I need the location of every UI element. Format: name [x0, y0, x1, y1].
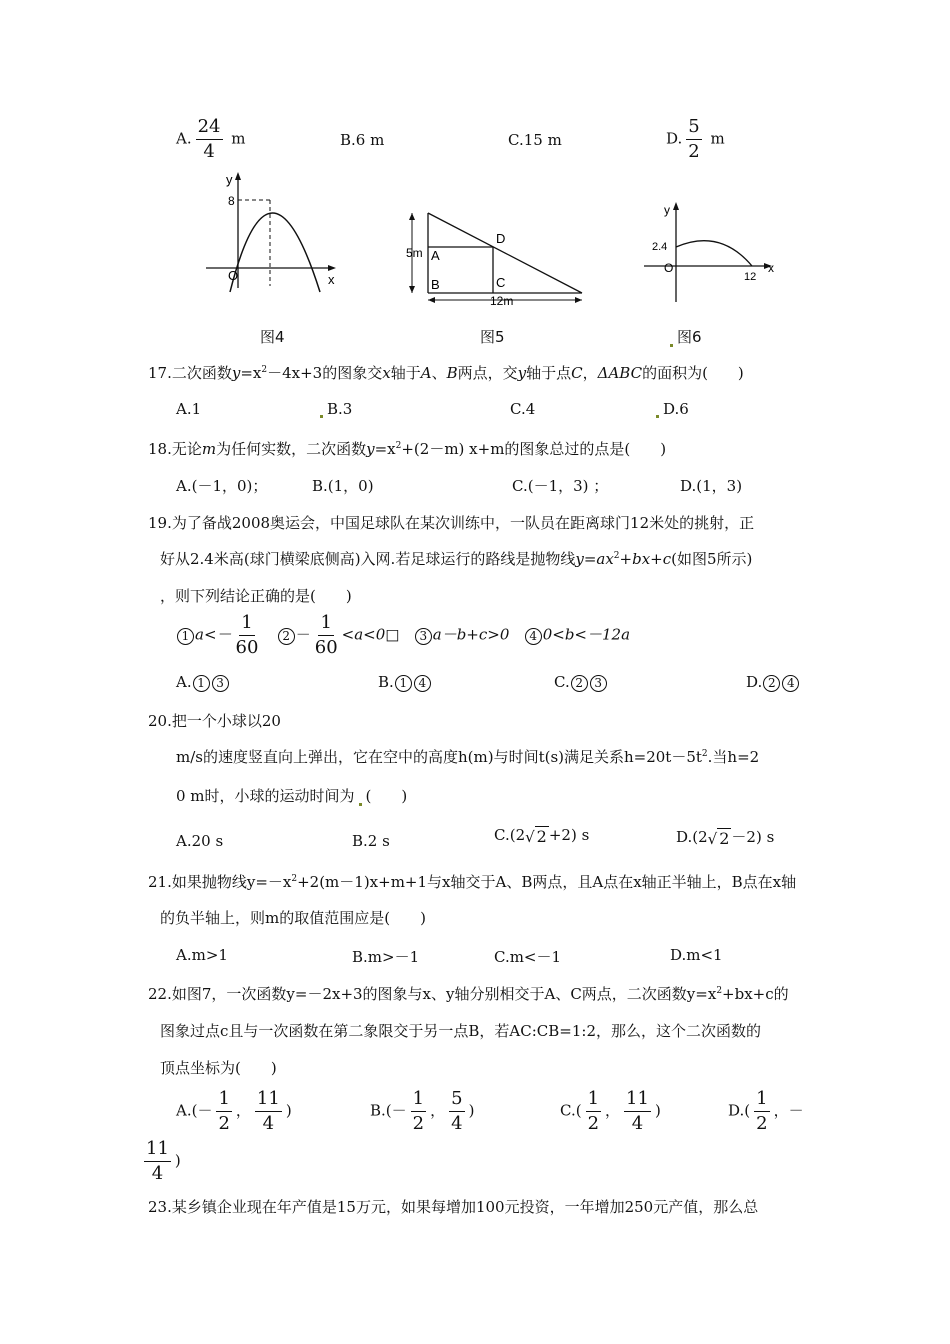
circled-numeral: 1: [177, 628, 194, 645]
circled-numeral: 3: [415, 628, 432, 645]
q18-option-b: B.(1，0): [312, 477, 374, 495]
fig6-x-label: x: [768, 261, 774, 275]
figure-5-diagram: [400, 205, 590, 310]
fig4-origin: O: [228, 268, 239, 283]
figure-6-caption: 图6: [666, 326, 702, 347]
q19-option-a: A. 1 3: [176, 673, 230, 692]
fig6-height-label: 2.4: [652, 241, 668, 253]
q16-option-a: A. $\frac{24}{4}$ m: [176, 116, 246, 162]
figure-5-caption: 图5: [480, 328, 505, 346]
fig5-point-b: B: [431, 277, 440, 292]
fig5-point-a: A: [431, 248, 440, 263]
q20-line-2: m/s的速度竖直向上弹出，它在空中的高度h(m)与时间t(s)满足关系$h=20t-5t^2$.当h=2: [176, 748, 760, 766]
fig4-x-label: x: [328, 272, 335, 287]
q18-option-c: C.(－1，3) ；: [512, 477, 609, 495]
q22-line-2: 图象过点c且与一次函数在第二象限交于另一点B，若AC:CB=1:2，那么，这个二次函数的: [160, 1022, 761, 1040]
q22-option-b: B.(－ $\frac{1}{2}$ ， $\frac{5}{4}$ ): [370, 1088, 475, 1134]
circled-numeral: 4: [525, 628, 542, 645]
fig6-y-label: y: [664, 203, 670, 217]
q19-line-1: 19.为了备战2008奥运会，中国足球队在某次训练中，一队员在距离球门12米处的挑射，正: [148, 514, 755, 532]
fig6-distance-label: 12: [744, 271, 757, 283]
q20-option-a: A.20 s: [176, 832, 224, 850]
fig4-peak-label: 8: [228, 194, 235, 208]
q22-option-d: D.( $\frac{1}{2}$ ，－: [728, 1088, 804, 1134]
q17-option-a: A.1: [176, 400, 202, 418]
q20-option-d: D.(2√ 2 －2) s: [676, 828, 775, 848]
q21-option-a: A.m>1: [176, 946, 228, 964]
q19-option-b: B. 1 4: [378, 673, 432, 692]
fig4-y-label: y: [226, 172, 233, 187]
fig5-width-label: 12m: [490, 294, 514, 308]
q21-option-b: B.m>－1: [352, 948, 420, 966]
figure-4-parabola: [200, 168, 350, 298]
q16-option-b: B.6 m: [340, 131, 385, 149]
figure-6-trajectory: [640, 198, 780, 308]
q22-option-a: A.(－ $\frac{1}{2}$ ， $\frac{11}{4}$ ): [176, 1088, 292, 1134]
q17-stem: 17.二次函数$y=x^2-4x+3$的图象交x轴于A、B两点，交y轴于点C，ΔABC的面积为( ): [148, 364, 744, 382]
fig6-origin: O: [664, 261, 674, 275]
fig5-point-c: C: [496, 275, 506, 290]
q20-option-b: B.2 s: [352, 832, 390, 850]
q20-line-3: 0 m时，小球的运动时间为 ( ): [176, 787, 408, 805]
q17-option-c: C.4: [510, 400, 536, 418]
q23-line-1: 23.某乡镇企业现在年产值是15万元，如果每增加100元投资，一年增加250元产值，那么总: [148, 1198, 759, 1216]
q22-line-1: 22.如图7，一次函数y=－2x+3的图象与x、y轴分别相交于A、C两点，二次函数$y=x^2+bx+c$的: [148, 985, 789, 1003]
q19-option-d: D. 2 4: [746, 673, 800, 692]
circled-numeral: 2: [278, 628, 295, 645]
q17-option-b: B.3: [316, 400, 352, 418]
q20-option-c: C.(2√ 2 +2) s: [494, 826, 590, 846]
q16-option-c: C.15 m: [508, 131, 562, 149]
q18-stem: 18.无论m为任何实数，二次函数$y=x^2+(2-m)$ x+m的图象总过的点是( ): [148, 440, 667, 458]
fig5-height-label: 5m: [406, 246, 423, 260]
q19-line-2: 好从2.4米高(球门横梁底侧高)入网.若足球运行的路线是抛物线$y=ax^2+bx+c$(如图5所示): [160, 550, 753, 568]
q19-conclusions: 1 a<－ $\frac{1}{60}$ 2 － $\frac{1}{60}$ <a<0□ 3 a－b+c>0 4 0<b<－12a: [176, 614, 630, 657]
figure-4-caption: 图4: [260, 328, 285, 346]
q20-line-1: 20.把一个小球以20: [148, 712, 281, 730]
q19-option-c: C. 2 3: [554, 673, 608, 692]
fig5-point-d: D: [496, 231, 506, 246]
speck-mark: [670, 344, 673, 347]
q22-line-3: 顶点坐标为( ): [160, 1059, 277, 1077]
q21-option-d: D.m<1: [670, 946, 723, 964]
q21-line-1: 21.如果抛物线$y=-x^2+2(m-1)x+m+1$与x轴交于A、B两点，且A点在x轴正半轴上，B点在x轴: [148, 873, 797, 891]
q18-option-a: A.(－1，0)；: [176, 477, 268, 495]
q18-option-d: D.(1，3): [680, 477, 743, 495]
q19-line-3: ，则下列结论正确的是( ): [160, 587, 352, 605]
q21-option-c: C.m<－1: [494, 948, 562, 966]
q22-option-c: C.( $\frac{1}{2}$ ， $\frac{11}{4}$ ): [560, 1088, 661, 1134]
q22-option-d-continued: $\frac{11}{4}$ ): [146, 1138, 181, 1184]
q16-option-d: D. $\frac{5}{2}$ m: [666, 116, 725, 162]
q21-line-2: 的负半轴上，则m的取值范围应是( ): [160, 909, 426, 927]
q17-option-d: D.6: [652, 400, 689, 418]
